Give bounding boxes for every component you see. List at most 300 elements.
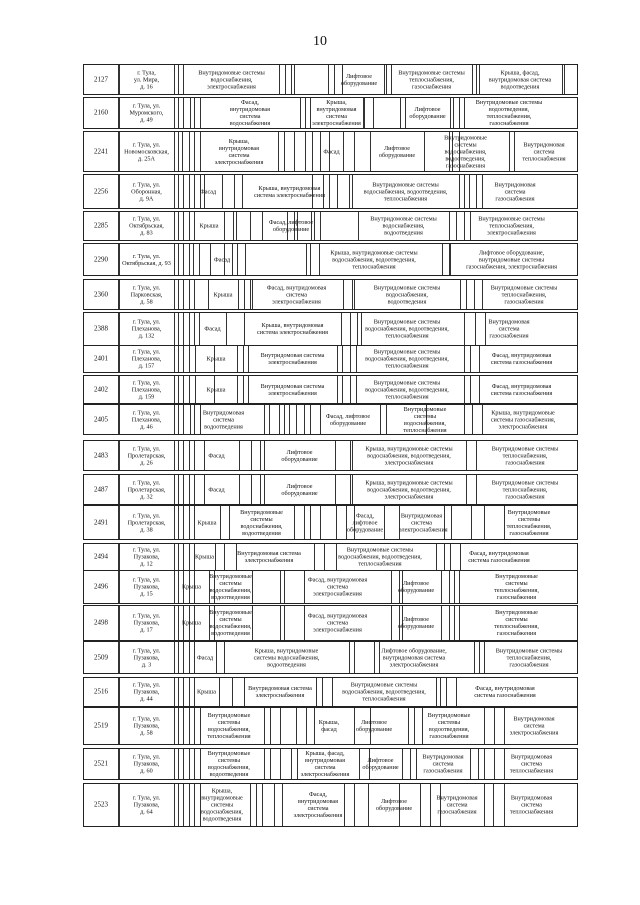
work-cell: Внутридомовые системы водоотведения, теплоснабжения, газоснабжения [475,99,543,127]
house-address: г. Тула, ул. Пузакова, д. 17 [132,612,161,634]
work-cell: Внутридомовые системы водоснабжения, водоотведения [373,284,441,305]
column-divider [436,678,437,706]
column-divider [183,749,184,779]
column-divider [232,678,233,706]
column-divider [350,441,351,470]
column-divider [470,346,471,372]
column-divider [174,544,175,570]
column-divider [484,784,485,826]
column-divider [260,475,261,504]
column-divider [174,212,175,240]
house-address: г. Тула, ул. Пузакова, д. 44 [132,681,161,703]
column-divider [312,132,313,171]
column-divider [189,678,190,706]
column-divider [386,65,387,94]
table-row [83,505,578,540]
column-divider [305,98,306,128]
work-cell: Внутридомовые системы теплоснабжения, газоснабжения [490,284,558,305]
work-cell: Фасад [208,452,225,459]
work-cell: Фасад [199,188,217,195]
table-row [83,243,578,276]
column-divider [304,405,305,434]
column-divider [183,346,184,372]
work-cell: Внутридомовая система электроснабжения [237,550,301,564]
column-divider [189,376,190,403]
column-divider [444,506,445,539]
column-divider [174,749,175,779]
work-cell: Лифтовое оборудование [397,580,435,594]
column-divider [226,313,227,345]
column-divider [280,606,281,640]
house-address: г. Тула, ул. Плеханова, д. 46 [131,409,162,430]
column-divider [484,749,485,779]
column-divider [183,544,184,570]
work-cell: Внутридомовые системы водоснабжения, водоотведения [370,215,437,237]
house-number: 2491 [94,518,108,526]
column-divider [178,678,179,706]
column-divider [183,175,184,208]
work-cell: Фасад, внутридомовая система электроснабжения [307,612,368,634]
column-divider [183,506,184,539]
column-divider [243,376,244,403]
house-address: г. Тула, ул. Октябрьская, д. 93 [122,252,171,267]
house-address: г. Тула, ул. Муромского, д. 49 [129,102,164,124]
column-divider [243,346,244,372]
column-divider [183,475,184,504]
table-row [83,570,578,604]
column-divider [354,784,355,826]
work-cell: Внутридомовые системы водоснабжения, водоотведения, теплоснабжения [338,546,422,568]
work-cell: Фасад [208,486,225,493]
column-divider [316,678,317,706]
column-divider [436,544,437,570]
column-divider [224,212,225,240]
column-divider [337,175,338,208]
column-divider [284,405,285,434]
column-divider [402,749,403,779]
work-cell: Внутридомовые системы теплоснабжения, газоснабжения [491,479,559,500]
column-divider [300,98,301,128]
column-divider [384,65,385,94]
work-cell: Крыша, фасад, внутридомовая система водоотведения [488,69,552,90]
column-divider [471,506,472,539]
column-divider [239,475,240,504]
column-divider [182,132,183,171]
column-divider [420,784,421,826]
table-row [83,677,578,707]
column-divider [178,98,179,128]
work-cell: Крыша, внутридомовые системы водоснабжения, водоотведения, электроснабжения [365,479,453,500]
work-cell: Крыша [206,386,226,393]
column-divider [244,280,245,309]
column-divider [472,65,473,94]
column-divider [328,65,329,94]
column-divider [178,244,179,275]
house-address: г. Тула, ул. Пузакова, д. 3 [132,647,161,668]
column-divider [464,376,465,403]
work-cell: Крыша [197,688,216,696]
column-divider [464,346,465,372]
column-divider [270,708,271,744]
page-number: 10 [313,34,327,49]
column-divider [469,175,470,208]
work-cell: Крыша, внутридомовая система электроснабжения [214,137,264,166]
work-cell: Внутридомовая система электроснабжения [399,512,448,533]
work-cell: Внутридомовая система газоснабжения [488,318,530,340]
column-divider [220,506,221,539]
work-cell: Лифтовое оборудование [281,448,318,463]
column-divider [279,65,280,94]
column-divider [178,544,179,570]
work-cell: Крыша [206,355,226,363]
work-cell: Внутридомовая система электроснабжения [260,382,325,397]
work-cell: Внутридомовые системы водоснабжения, водоотведения, газоснабжения [444,134,487,169]
column-divider [190,98,191,128]
work-cell: Лифтовое оборудование, внутридомовые системы газоснабжения, электроснабжения [466,249,557,270]
column-divider [194,98,195,128]
column-divider [408,708,409,744]
column-divider [354,132,355,171]
column-divider [222,175,223,208]
column-divider [178,280,179,309]
house-number: 2496 [94,582,108,591]
column-divider [305,132,306,171]
column-divider [251,441,252,470]
house-address: г. Тула, ул. Пузакова, д. 60 [132,753,161,775]
work-cell: Фасад [204,325,221,333]
house-number: 2256 [94,187,108,195]
work-cell: Лифтовое оборудование [362,757,399,771]
column-divider [279,405,280,434]
house-number: 2509 [94,653,108,661]
column-divider [174,571,175,603]
work-cell: Лифтовое оборудование, внутридомовая система электроснабжения [381,647,447,668]
column-divider [189,313,190,345]
column-divider [178,313,179,345]
column-divider [174,244,175,275]
column-divider [174,678,175,706]
column-divider [194,313,195,345]
column-divider [314,544,315,570]
house-number: 2241 [94,147,108,155]
column-divider [233,212,234,240]
work-cell: Крыша, фасад, внутридомовая система электроснабжения [300,750,350,778]
work-cell: Крыша, внутридомовые системы водоснабжения, водоотведения [253,647,320,668]
column-divider [478,749,479,779]
column-divider [454,606,455,640]
house-address: г. Тула, ул. Плеханова, д. 157 [131,348,162,370]
house-number: 2494 [94,552,108,561]
column-divider [183,244,184,275]
column-divider [189,212,190,240]
column-divider [337,346,338,372]
column-divider [342,346,343,372]
work-cell: Крыша [195,553,214,561]
house-address: г. Тула, ул. Пузакова, д. 12 [132,546,161,568]
table-row [83,131,578,172]
column-divider [183,212,184,240]
column-divider [343,132,344,171]
table-row [83,783,578,827]
column-divider [174,405,175,434]
column-divider [442,244,443,275]
house-address: г. Тула, ул. Плеханова, д. 132 [131,318,162,340]
column-divider [484,708,485,744]
table-row [83,404,578,435]
column-divider [178,441,179,470]
column-divider [342,376,343,403]
work-cell: Внутридомовые системы теплоснабжения, газоснабжения [494,573,539,601]
work-cell: Крыша, внутридомовая система электроснабжения [253,184,326,199]
work-cell: Крыша [182,583,201,591]
work-cell: Внутридомовая система электроснабжения [509,715,559,737]
house-number: 2127 [94,75,108,83]
column-divider [336,506,337,539]
column-divider [306,708,307,744]
work-cell: Крыша, внутридомовые системы газоснабжения, электроснабжения [490,409,556,430]
column-divider [189,708,190,744]
column-divider [440,678,441,706]
column-divider [183,678,184,706]
work-cell: Внутридомовая система газоснабжения [422,753,464,775]
work-cell: Внутридомовые системы водоснабжения, водоотведения, теплоснабжения [363,181,448,202]
column-divider [474,642,475,673]
column-divider [183,642,184,673]
column-divider [238,280,239,309]
work-cell: Крыша, внутридомовые системы водоснабжения, водоотведения, электроснабжения [365,445,453,466]
column-divider [291,65,292,94]
column-divider [269,405,270,434]
column-divider [178,749,179,779]
column-divider [449,606,450,640]
column-divider [174,98,175,128]
column-divider [234,175,235,208]
work-cell: Фасад, лифтовое оборудование [268,219,314,233]
column-divider [174,708,175,744]
column-divider [278,132,279,171]
column-divider [174,475,175,504]
work-cell: Внутридомовая система электроснабжения [248,685,312,699]
house-number: 2523 [94,800,108,809]
house-address: г. Тула, ул. Пролетарская, д. 32 [127,479,166,500]
column-divider [304,506,305,539]
column-divider [183,784,184,826]
column-divider [564,65,565,94]
work-cell: Лифтовое оборудование [397,616,435,630]
column-divider [219,678,220,706]
column-divider [441,571,442,603]
work-cell: Лифтовое оборудование [340,72,378,87]
column-divider [189,544,190,570]
column-divider [400,98,401,128]
work-cell: Внутридомовые системы водоснабжения, водоотведения [209,573,252,601]
work-cell: Лифтовое оборудование [355,719,393,733]
column-divider [322,678,323,706]
column-divider [280,708,281,744]
table-row [83,375,578,404]
work-cell: Крыша [182,619,201,627]
work-cell: Внутридомовая система электроснабжения [260,352,325,366]
column-divider [270,749,271,779]
work-cell: Внутридомовые системы водоснабжения, водоотведения, теплоснабжения [365,318,449,340]
work-cell: Лифтовое оборудование [281,482,318,497]
column-divider [178,708,179,744]
table-row [83,279,578,310]
table-row [83,345,578,373]
column-divider [466,475,467,504]
work-cell: Фасад [323,148,340,155]
column-divider [183,280,184,309]
column-divider [250,212,251,240]
column-divider [460,280,461,309]
work-cell: Внутридомовые системы водоснабжения, теплоснабжения [403,405,447,434]
column-divider [189,784,190,826]
column-divider [453,98,454,128]
house-number: 2487 [94,485,108,493]
column-divider [285,65,286,94]
column-divider [284,132,285,171]
work-cell: Внутридомовые системы водоснабжения, водоотведения [209,609,252,637]
column-divider [174,280,175,309]
work-cell: Внутридомовая система газоснабжения [494,181,536,202]
column-divider [237,346,238,372]
column-divider [189,475,190,504]
work-cell: Крыша, внутридомовая система электроснабжения [256,322,329,336]
work-cell: Фасад, внутридомовая система электроснабжения [266,284,327,305]
column-divider [335,441,336,470]
work-cell: Внутридомовая система газоснабжения [436,794,478,816]
column-divider [189,346,190,372]
work-cell: Крыша [213,291,233,298]
column-divider [335,475,336,504]
house-address: г. Тула, ул. Пузакова, д. 64 [132,794,161,816]
work-cell: Внутридомовые системы теплоснабжения, электроснабжения [478,215,545,237]
work-cell: Фасад [196,654,214,661]
column-divider [189,280,190,309]
house-address: г. Тула, ул. Пузакова, д. 58 [132,715,161,737]
column-divider [294,506,295,539]
column-divider [215,544,216,570]
column-divider [174,376,175,403]
work-cell: Внутридомовые системы теплоснабжения, газоснабжения [491,445,559,466]
column-divider [320,506,321,539]
column-divider [189,749,190,779]
column-divider [189,175,190,208]
house-address: г. Тула, ул. Мира, д. 16 [133,69,160,90]
column-divider [343,280,344,309]
column-divider [454,571,455,603]
column-divider [341,313,342,345]
work-cell: Внутридомовые системы водоснабжения, теплоснабжения [207,712,251,740]
work-cell: Внутридомовые системы водоснабжения, водоотведения, теплоснабжения [342,681,426,703]
column-divider [466,280,467,309]
column-divider [178,175,179,208]
house-number: 2285 [94,221,108,230]
column-divider [310,506,311,539]
work-cell: Внутридомовые системы водоснабжения, электроснабжения [198,69,265,90]
column-divider [237,376,238,403]
work-cell: Крыша, внутридомовые системы водоснабжения, водоотведения [201,787,243,823]
work-cell: Крыша, фасад [318,719,340,733]
column-divider [239,441,240,470]
column-divider [464,405,465,434]
work-cell: Внутридомовая система теплоснабжения [509,794,554,816]
table-row [83,474,578,505]
table-row [83,641,578,674]
column-divider [451,506,452,539]
column-divider [352,280,353,309]
column-divider [384,506,385,539]
column-divider [260,441,261,470]
work-cell: Фасад, внутридомовая система газоснабжения [490,382,553,397]
table-row [83,97,578,129]
work-cell: Лифтовое оборудование [375,798,413,812]
work-cell: Крыша [197,519,217,526]
work-cell: Фасад, внутридомовая система газоснабжения [474,685,536,699]
house-number: 2405 [94,415,108,423]
column-divider [174,346,175,372]
table-row [83,64,578,95]
column-divider [178,65,179,94]
column-divider [251,475,252,504]
table-row [83,748,578,780]
house-address: г. Тула, ул. Пузакова, д. 15 [132,576,161,598]
work-cell: Внутридомовые системы водоснабжения, водоотведения, теплоснабжения [365,379,449,400]
house-number: 2388 [94,324,108,333]
house-number: 2498 [94,618,108,627]
column-divider [178,346,179,372]
work-cell: Внутридомовая система водоотведения [202,409,245,430]
table-row [83,440,578,471]
column-divider [189,642,190,673]
column-divider [470,376,471,403]
column-divider [349,175,350,208]
column-divider [183,313,184,345]
work-cell: Фасад, лифтовое оборудование [346,512,384,533]
work-cell: Внутридомовая система теплоснабжения [509,753,554,775]
house-address: г. Тула, ул. Пролетарская, д. 38 [127,512,166,533]
work-cell: Фасад, внутридомовая система газоснабжения [490,352,553,366]
column-divider [450,98,451,128]
column-divider [183,441,184,470]
column-divider [296,405,297,434]
table-row [83,312,578,346]
column-divider [256,784,257,826]
column-divider [466,441,467,470]
table-row [83,211,578,241]
work-cell: Крыша, внутридомовая система электроснабжения [312,99,361,127]
work-cell: Фасад [213,256,231,263]
table-row [83,605,578,641]
column-divider [364,98,365,128]
column-divider [193,244,194,275]
work-cell: Фасад, внутридомовая система водоснабжения [229,99,271,127]
house-number: 2160 [94,108,108,117]
house-number: 2516 [94,687,108,696]
work-cell: Лифтовое оборудование [409,106,446,120]
column-divider [252,606,253,640]
column-divider [441,606,442,640]
column-divider [410,749,411,779]
work-cell: Внутридомовые системы водоснабжения, водоотведения [207,750,251,778]
column-divider [274,784,275,826]
column-divider [264,749,265,779]
column-divider [178,132,179,171]
column-divider [320,212,321,240]
column-divider [236,212,237,240]
column-divider [189,506,190,539]
column-divider [178,376,179,403]
